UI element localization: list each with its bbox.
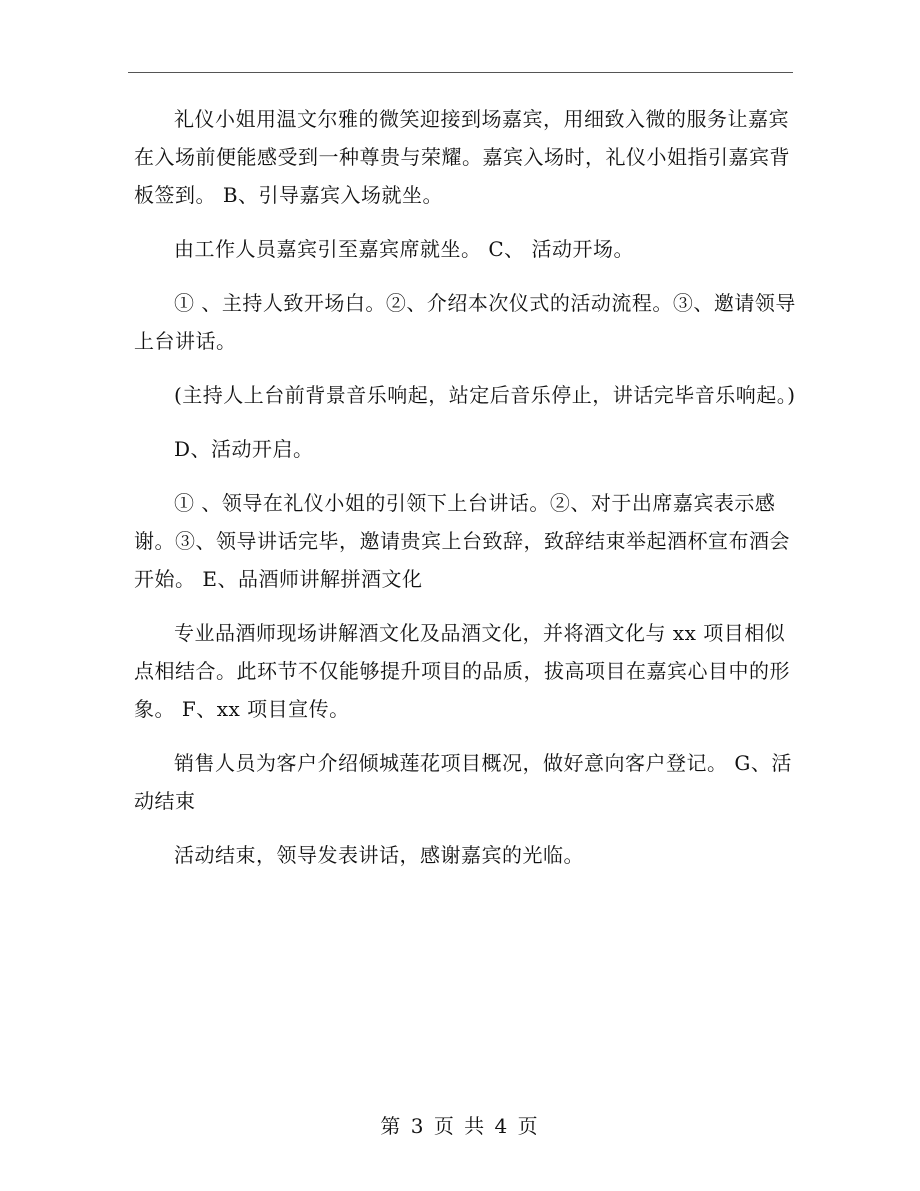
paragraph: 礼仪小姐用温文尔雅的微笑迎接到场嘉宾，用细致入微的服务让嘉宾在入场前便能感受到一种尊贵与荣耀。嘉宾入场时，礼仪小姐指引嘉宾背板签到。 B、引导嘉宾入场就坐。 — [134, 107, 790, 207]
page-number-footer: 第 3 页 共 4 页 — [380, 1114, 540, 1138]
header-rule — [128, 72, 793, 73]
paragraph: 活动结束，领导发表讲话，感谢嘉宾的光临。 — [174, 843, 584, 867]
document-body — [134, 100, 798, 874]
paragraph: ① 、主持人致开场白。②、介绍本次仪式的活动流程。③、邀请领导上台讲话。 — [134, 291, 796, 353]
paragraph: ① 、领导在礼仪小姐的引领下上台讲话。②、对于出席嘉宾表示感谢。③、领导讲话完毕，邀请贵宾上台致辞，致辞结束举起酒杯宣布酒会开始。 E、品酒师讲解拼酒文化 — [134, 491, 790, 591]
paragraph: 专业品酒师现场讲解酒文化及品酒文化，并将酒文化与 xx 项目相似点相结合。此环节不仅能够提升项目的品质，拔高项目在嘉宾心目中的形象。 F、xx 项目宣传。 — [134, 621, 790, 721]
paragraph: D、活动开启。 — [174, 437, 314, 461]
paragraph: 销售人员为客户介绍倾城莲花项目概况，做好意向客户登记。 G、活动结束 — [134, 751, 792, 813]
paragraph: 由工作人员嘉宾引至嘉宾席就坐。 C、 活动开场。 — [174, 237, 635, 261]
paragraph: (主持人上台前背景音乐响起，站定后音乐停止，讲话完毕音乐响起。) — [174, 383, 796, 407]
